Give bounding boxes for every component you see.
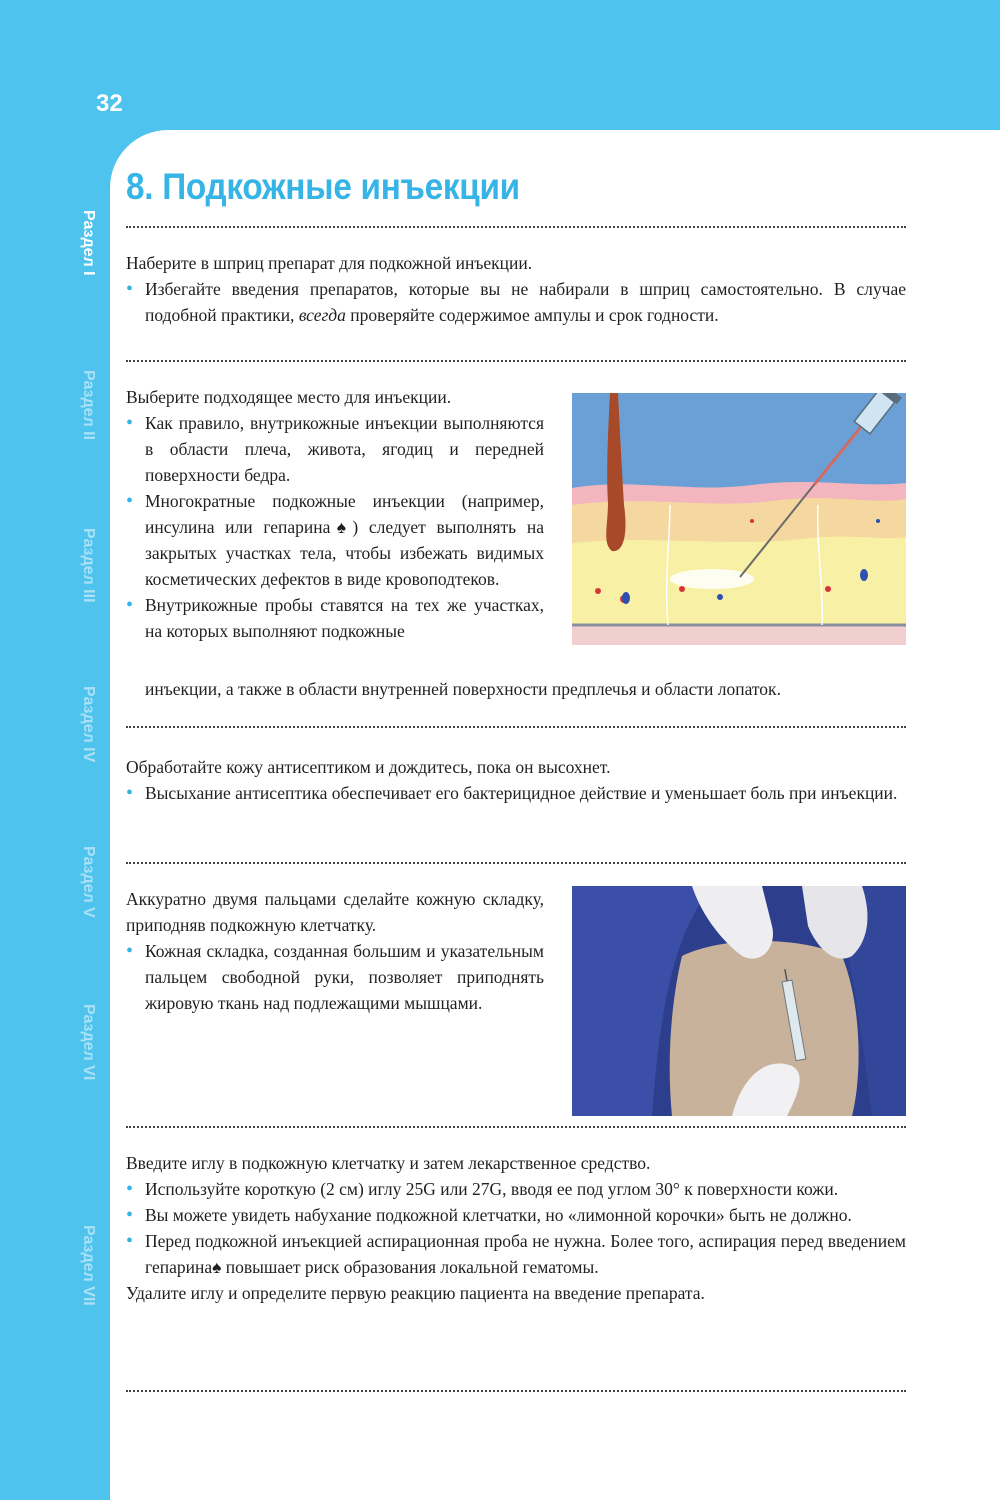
step-bullet: • Многократные подкожные инъекции (например, инсулина или гепарина♠) следует выполнять на закрытых участках тела, чтобы избежать видимых косметических дефектов в виде кровоподтеков. [126, 488, 544, 592]
dotted-divider [126, 1390, 906, 1392]
step-bullet: • Используйте короткую (2 см) иглу 25G или 27G, вводя ее под углом 30° к поверхности кожи. [126, 1176, 906, 1202]
step-closing: Удалите иглу и определите первую реакцию пациента на введение препарата. [126, 1283, 705, 1303]
dotted-divider [126, 1126, 906, 1128]
step-draw-medication [126, 250, 906, 328]
sidebar-tab-section-3[interactable]: Раздел III [80, 528, 97, 603]
step-bullet: • Внутрикожные пробы ставятся на тех же участках, на которых выполняют подкожные [126, 592, 544, 644]
sidebar-tab-section-1[interactable]: Раздел I [80, 210, 97, 276]
blood-cell [717, 594, 723, 600]
blood-cell [876, 519, 880, 523]
step-choose-site [126, 384, 544, 644]
step-bullet: • Высыхание антисептика обеспечивает его бактерицидное действие и уменьшает боль при инъекции. [126, 780, 906, 806]
blood-cell [825, 586, 831, 592]
step-bullet: • Как правило, внутрикожные инъекции выполняются в области плеча, живота, ягодиц и передней поверхности бедра. [126, 410, 544, 488]
blood-cell [860, 569, 868, 581]
step-lead: Введите иглу в подкожную клетчатку и затем лекарственное средство. [126, 1153, 651, 1173]
sidebar-tab-section-6[interactable]: Раздел VI [80, 1004, 97, 1081]
sidebar-tab-section-7[interactable]: Раздел VII [80, 1225, 97, 1306]
blood-cell [622, 592, 630, 604]
dotted-divider [126, 226, 906, 228]
page-title: 8. Подкожные инъекции [126, 166, 520, 207]
step-antiseptic [126, 754, 906, 806]
injection-photo [572, 886, 906, 1116]
step-lead: Обработайте кожу антисептиком и дождитесь, пока он высохнет. [126, 757, 611, 777]
sidebar-tab-section-2[interactable]: Раздел II [80, 370, 97, 441]
step-lead: Наберите в шприц препарат для подкожной инъекции. [126, 253, 533, 273]
step-bullet-continuation: инъекции, а также в области внутренней поверхности предплечья и области лопаток. [145, 679, 781, 699]
step-insert-needle [126, 1150, 906, 1306]
step-skin-fold [126, 886, 544, 1016]
step-bullet: • Кожная складка, созданная большим и указательным пальцем свободной руки, позволяет приподнять жировую ткань над подлежащими мышцами. [126, 938, 544, 1016]
step-lead: Аккуратно двумя пальцами сделайте кожную складку, приподняв подкожную клетчатку. [126, 889, 544, 935]
step-bullet: • Перед подкожной инъекцией аспирационная проба не нужна. Более того, аспирация перед введением гепарина♠ повышает риск образования локальной гематомы. [126, 1228, 906, 1280]
page-content [110, 130, 1000, 1500]
dotted-divider [126, 360, 906, 362]
muscle-layer [572, 625, 906, 645]
step-lead: Выберите подходящее место для инъекции. [126, 387, 452, 407]
step-bullet: • Вы можете увидеть набухание подкожной клетчатки, но «лимонной корочки» быть не должно. [126, 1202, 906, 1228]
sidebar-tab-section-4[interactable]: Раздел IV [80, 686, 97, 763]
injected-bolus [670, 569, 754, 589]
page-number: 32 [96, 90, 123, 117]
dotted-divider [126, 726, 906, 728]
blood-cell [595, 588, 601, 594]
dotted-divider [126, 862, 906, 864]
sidebar-tab-section-5[interactable]: Раздел V [80, 846, 97, 918]
skin-layers-diagram [572, 393, 906, 645]
blood-cell [750, 519, 754, 523]
step-bullet: • Избегайте введения препаратов, которые вы не набирали в шприц самостоятельно. В случае подобной практики, всегда проверяйте содержимое ампулы и срок годности. [126, 276, 906, 328]
blood-cell [679, 586, 685, 592]
